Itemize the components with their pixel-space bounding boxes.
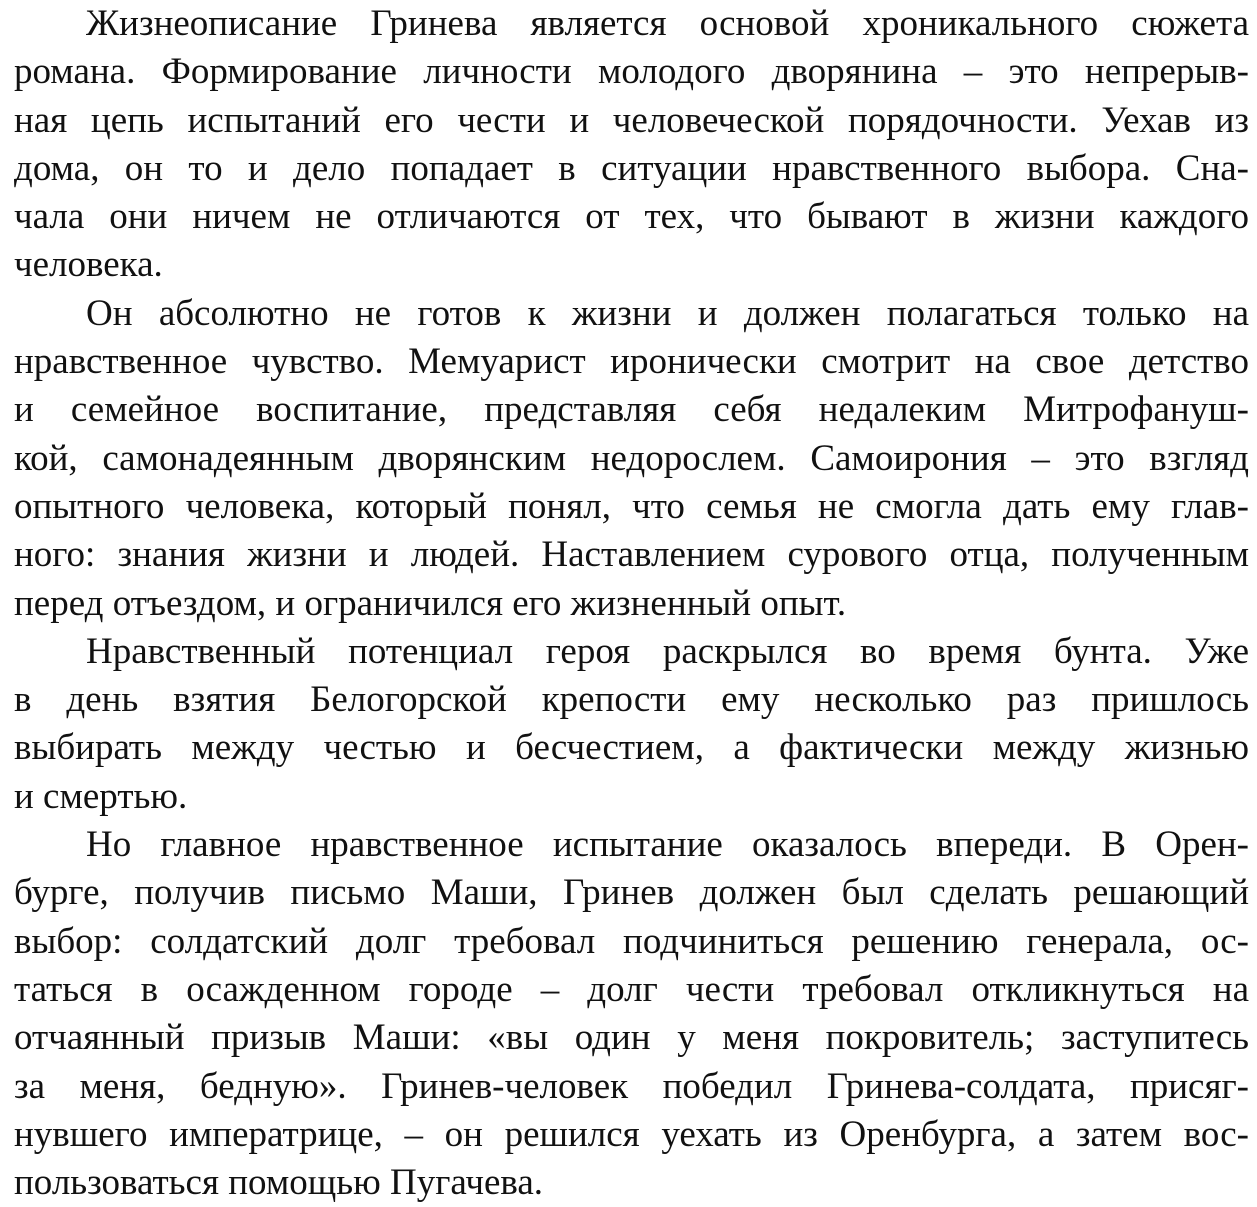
text-line: опытного человека, который понял, что семья не смогла дать ему глав- — [14, 485, 1249, 527]
text-line: Но главное нравственное испытание оказалось впереди. В Орен- — [86, 824, 1249, 866]
paragraph-1 — [14, 0, 1249, 290]
text-line: человека. — [14, 244, 163, 286]
text-line: Нравственный потенциал героя раскрылся во время бунта. Уже — [86, 630, 1249, 672]
text-line: Он абсолютно не готов к жизни и должен полагаться только на — [86, 292, 1249, 334]
text-line: выбор: солдатский долг требовал подчиниться решению генерала, ос- — [14, 920, 1249, 962]
text-line: романа. Формирование личности молодого дворянина – это непрерыв- — [14, 51, 1249, 93]
text-line: и семейное воспитание, представляя себя недалеким Митрофануш- — [14, 389, 1249, 431]
text-line: ная цепь испытаний его чести и человеческой порядочности. Уехав из — [14, 99, 1249, 141]
text-line: таться в осажденном городе – долг чести требовал откликнуться на — [14, 968, 1249, 1010]
paragraph-3 — [14, 628, 1249, 821]
text-line: бурге, получив письмо Маши, Гринев должен был сделать решающий — [14, 872, 1249, 914]
text-line: за меня, бедную». Гринев-человек победил Гринева-солдата, присяг- — [14, 1065, 1249, 1107]
text-line: перед отъездом, и ограничился его жизненный опыт. — [14, 582, 847, 624]
text-line: выбирать между честью и бесчестием, а фактически между жизнью — [14, 727, 1249, 769]
text-line: отчаянный призыв Маши: «вы один у меня покровитель; заступитесь — [14, 1017, 1249, 1059]
text-line: дома, он то и дело попадает в ситуации нравственного выбора. Сна- — [14, 147, 1249, 189]
text-line: пользоваться помощью Пугачева. — [14, 1162, 544, 1204]
paragraph-2 — [14, 290, 1249, 628]
text-line: кой, самонадеянным дворянским недорослем. Самоирония – это взгляд — [14, 437, 1249, 479]
text-line: чала они ничем не отличаются от тех, что бывают в жизни каждого — [14, 196, 1249, 238]
text-line: Жизнеописание Гринева является основой хроникального сюжета — [86, 3, 1249, 44]
text-line: в день взятия Белогорской крепости ему несколько раз пришлось — [14, 679, 1249, 721]
text-line: и смертью. — [14, 775, 188, 817]
paragraph-4 — [14, 821, 1249, 1207]
text-line: ного: знания жизни и людей. Наставлением сурового отца, полученным — [14, 534, 1249, 576]
text-line: нувшего императрице, – он решился уехать из Оренбурга, а затем вос- — [14, 1113, 1249, 1155]
text-line: нравственное чувство. Мемуарист иронически смотрит на свое детство — [14, 341, 1249, 383]
